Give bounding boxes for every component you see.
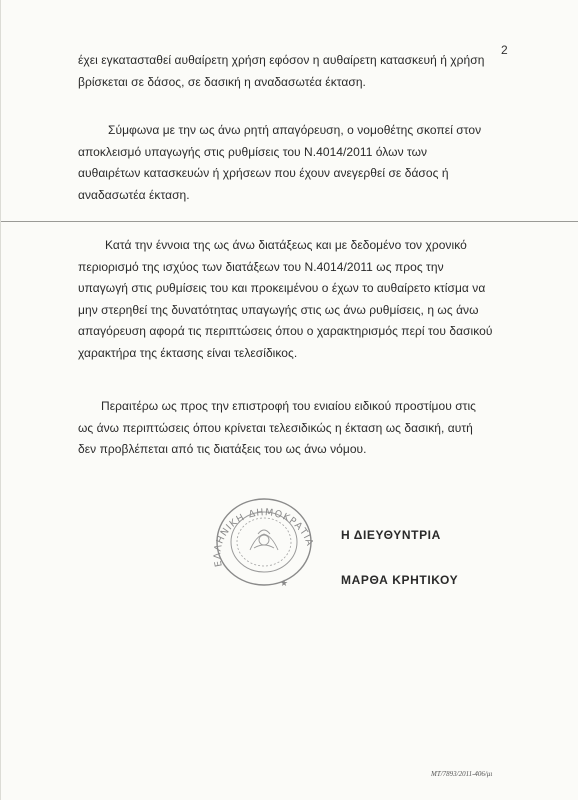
text-line: χαρακτήρα της έκτασης είναι τελεσίδικος. [78, 345, 298, 360]
page-number: 2 [501, 43, 508, 57]
seal-text: ΕΛΛΗΝΙΚΗ ΔΗΜΟΚΡΑΤΙΑ [212, 507, 316, 568]
text-line: Κατά την έννοια της ως άνω διατάξεως και με δεδομένο τον χρονικό [105, 238, 467, 252]
signatory-name: ΜΑΡΘΑ ΚΡΗΤΙΚΟΥ [341, 573, 459, 587]
text-line: ως άνω περιπτώσεις όπου κρίνεται τελεσιδικώς η έκταση ως δασική, αυτή [78, 420, 473, 435]
reference-code: ΜΤ/7893/2011-406/μι [431, 770, 493, 778]
text-line: Περαιτέρω ως προς την επιστροφή του ενιαίου ειδικού προστίμου στις [101, 399, 477, 413]
official-seal-icon [200, 488, 328, 592]
text-line: έχει εγκατασταθεί αυθαίρετη χρήση εφόσον η αυθαίρετη κατασκευή ή χρήση [78, 53, 485, 67]
paragraph-4 [78, 396, 526, 461]
text-line: δεν προβλέπεται από τις διατάξεις του ως άνω νόμου. [78, 442, 367, 456]
text-line: απαγόρευση αφορά τις περιπτώσεις όπου ο χαρακτηρισμός περί του δασικού [78, 324, 493, 338]
text-line: μην στερηθεί της δυνατότητας υπαγωγής στις ως άνω ρυθμίσεις, η ως άνω [78, 302, 479, 317]
text-line: αποκλεισμό υπαγωγής στις ρυθμίσεις του Ν.4014/2011 όλων των [78, 144, 428, 159]
text-line: περιορισμό της ισχύος των διατάξεων του Ν.4014/2011 ως προς την [78, 259, 444, 274]
paragraph-1 [78, 50, 526, 93]
text-line: αυθαιρέτων κατασκευών ή χρήσεων που έχουν ανεγερθεί σε δάσος ή [78, 166, 449, 180]
paragraph-3 [78, 235, 526, 364]
paragraph-2 [78, 120, 526, 206]
text-line: βρίσκεται σε δάσος, σε δασική η αναδασωτέα έκταση. [78, 74, 366, 89]
fold-line [1, 221, 578, 222]
text-line: αναδασωτέα έκταση. [78, 187, 190, 202]
star-icon: ★ [280, 579, 289, 589]
signatory-title: Η ΔΙΕΥΘΥΝΤΡΙΑ [341, 528, 441, 542]
text-line: Σύμφωνα με την ως άνω ρητή απαγόρευση, ο νομοθέτης σκοπεί στον [108, 123, 482, 137]
text-line: υπαγωγή στις ρυθμίσεις του και προκειμένου ο έχων το αυθαίρετο κτίσμα να [78, 281, 486, 295]
